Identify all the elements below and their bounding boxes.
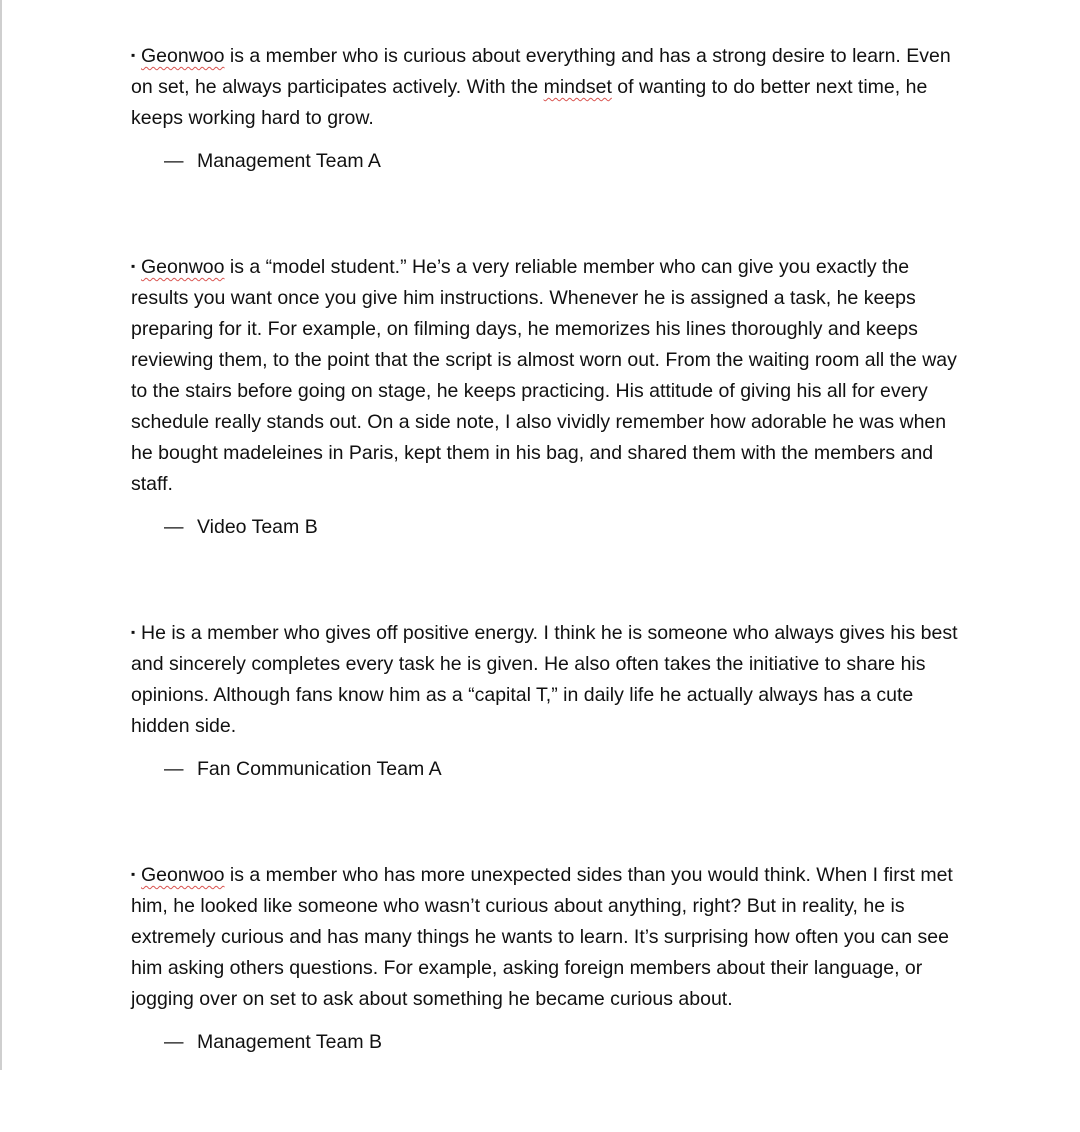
quote-text: is a “model student.” He’s a very reliable member who can give you exactly the results you want once you give him instructions. Whenever he is assigned a task, he keeps preparing for it. For example, on filming days, he memorizes his lines thoroughly and keeps reviewing them, to the point that the script is almost worn out. From the waiting room all the way to the stairs before going on stage, he keeps practicing. His attitude of giving his all for every schedule really stands out. On a side note, I also vividly remember how adorable he was when he bought madeleines in Paris, kept them in his bag, and shared them with the members and staff. xyxy=(131,256,957,495)
testimonial-quote[interactable] xyxy=(131,251,961,500)
misspelled-word[interactable]: Geonwoo xyxy=(141,256,225,278)
document-page xyxy=(131,40,961,1132)
square-bullet-icon: ▪ xyxy=(131,867,136,881)
testimonial-entry xyxy=(131,40,961,175)
attribution-name: Video Team B xyxy=(197,516,318,538)
testimonial-attribution xyxy=(164,513,961,541)
quote-text: is a member who is curious about everything and has a strong desire to learn. Even on set, he always participates actively. With the xyxy=(131,45,951,98)
misspelled-word[interactable]: mindset xyxy=(543,76,612,98)
attribution-name: Management Team A xyxy=(197,150,381,172)
attribution-name: Management Team B xyxy=(197,1031,382,1053)
testimonial-attribution xyxy=(164,1028,961,1056)
em-dash: — xyxy=(164,758,184,780)
em-dash: — xyxy=(164,1031,184,1053)
quote-text: is a member who has more unexpected sides than you would think. When I first met him, he looked like someone who wasn’t curious about anything, right? But in reality, he is extremely curious and has many things he wants to learn. It’s surprising how often you can see him asking others questions. For example, asking foreign members about their language, or jogging over on set to ask about something he became curious about. xyxy=(131,864,953,1010)
square-bullet-icon: ▪ xyxy=(131,625,136,639)
testimonial-entry xyxy=(131,859,961,1056)
square-bullet-icon: ▪ xyxy=(131,48,136,62)
testimonial-attribution xyxy=(164,147,961,175)
em-dash: — xyxy=(164,516,184,538)
page-left-edge xyxy=(0,0,2,1070)
misspelled-word[interactable]: Geonwoo xyxy=(141,864,225,886)
quote-text: of wanting to do better next time, he keeps working hard to grow. xyxy=(131,76,928,129)
testimonial-entry xyxy=(131,251,961,541)
quote-text: He is a member who gives off positive energy. I think he is someone who always gives his best and sincerely completes every task he is given. He also often takes the initiative to share his opinions. Although fans know him as a “capital T,” in daily life he actually always has a cute hidden side. xyxy=(131,622,958,737)
testimonial-quote[interactable] xyxy=(131,617,961,742)
square-bullet-icon: ▪ xyxy=(131,259,136,273)
em-dash: — xyxy=(164,150,184,172)
testimonial-attribution xyxy=(164,755,961,783)
testimonial-entry xyxy=(131,617,961,783)
misspelled-word[interactable]: Geonwoo xyxy=(141,45,225,67)
attribution-name: Fan Communication Team A xyxy=(197,758,442,780)
testimonial-quote[interactable] xyxy=(131,40,961,134)
testimonial-quote[interactable] xyxy=(131,859,961,1015)
